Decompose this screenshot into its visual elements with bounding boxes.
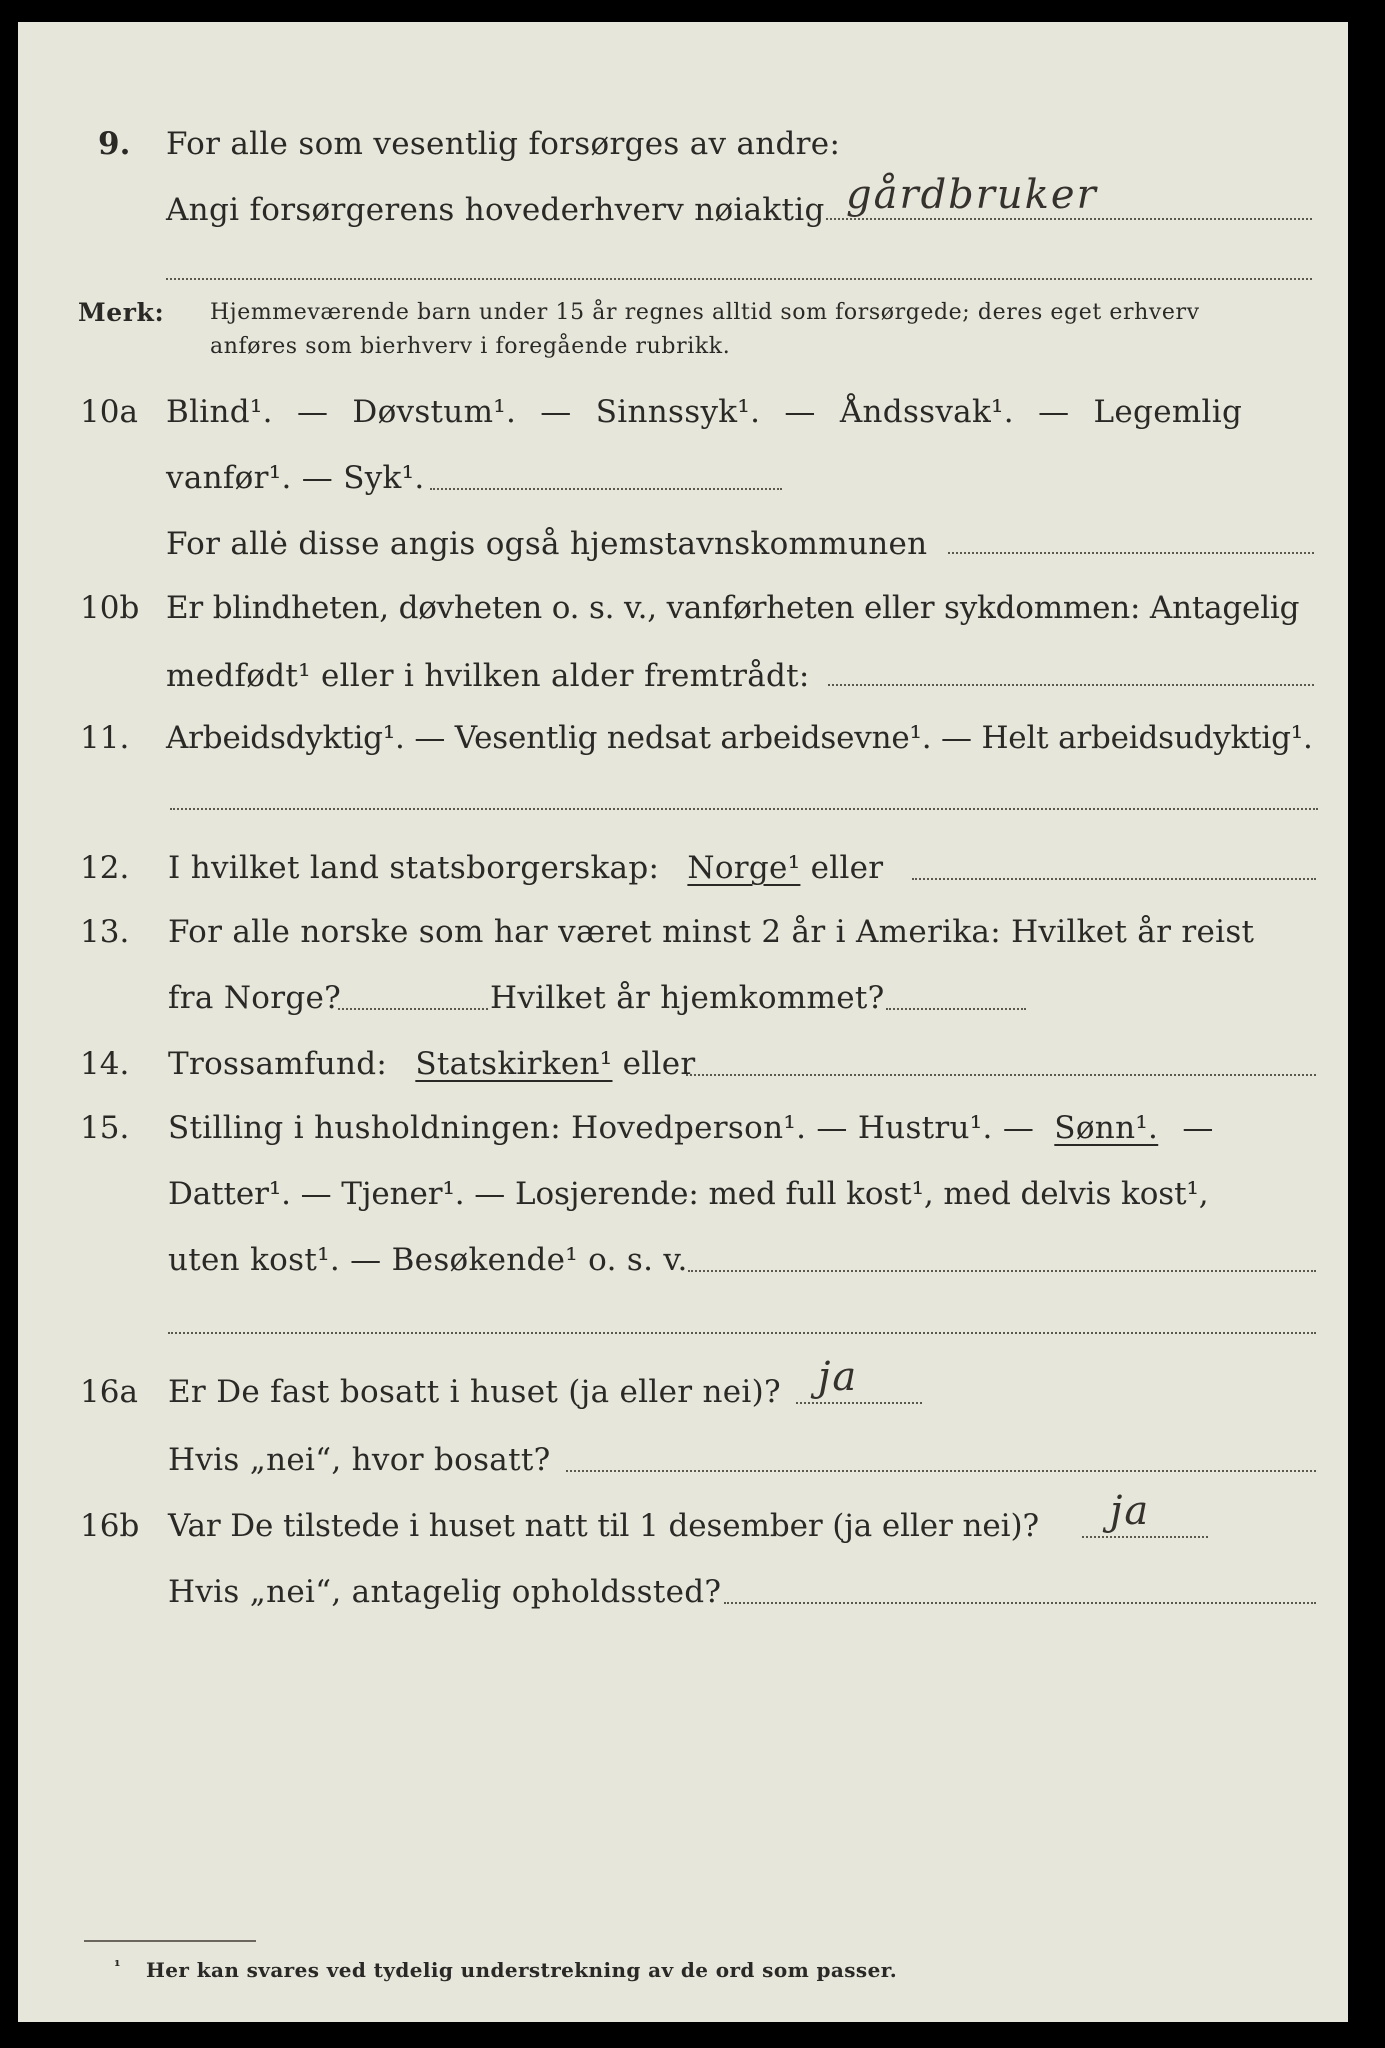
q15-answer-line[interactable]: [688, 1270, 1316, 1272]
q9-answer-line[interactable]: [826, 218, 1312, 220]
q16b-number: 16b: [80, 1508, 140, 1544]
q14-line: [168, 1044, 696, 1084]
q12-pre: I hvilket land statsborgerskap:: [168, 850, 660, 886]
q15-line1: [168, 1108, 1214, 1148]
q10a-syk-line[interactable]: [430, 488, 782, 490]
q16a-handwritten-answer: ja: [818, 1354, 859, 1400]
footnote-text: Her kan svares ved tydelig understrekning av de ord som passer.: [146, 1958, 898, 1982]
q16a-answer-line[interactable]: [796, 1402, 922, 1404]
q13-reist-line[interactable]: [338, 1008, 488, 1010]
q9-answer-line-2[interactable]: [166, 278, 1312, 280]
footnote-mark: ¹: [114, 1957, 121, 1975]
q10a-line1: Blind¹. — Døvstum¹. — Sinnssyk¹. — Åndssvak¹. — Legemlig: [166, 394, 1243, 430]
q10b-answer-line[interactable]: [828, 684, 1314, 686]
q10a-number: 10a: [80, 394, 138, 430]
q16a-line1: Er De fast bosatt i huset (ja eller nei)?: [168, 1374, 781, 1410]
q16b-line2: Hvis „nei“, antagelig opholdssted?: [168, 1574, 722, 1610]
q16b-handwritten-answer: ja: [1110, 1488, 1151, 1534]
q12-number: 12.: [80, 850, 130, 886]
footnote-rule: [84, 1940, 256, 1942]
q10b-line1: Er blindheten, døvheten o. s. v., vanførheten eller sykdommen: Antagelig: [166, 590, 1300, 626]
merk-line2: anføres som bierhverv i foregående rubrikk.: [210, 334, 731, 359]
q13-line1: For alle norske som har været minst 2 år i Amerika: Hvilket år reist: [168, 914, 1255, 950]
q16a-number: 16a: [80, 1374, 138, 1410]
q16b-opholdssted-line[interactable]: [724, 1602, 1316, 1604]
q12-line: [168, 848, 883, 888]
q14-post: eller: [622, 1046, 696, 1082]
q13-line2b: Hvilket år hjemkommet?: [490, 980, 885, 1016]
q14-number: 14.: [80, 1046, 130, 1082]
q13-number: 13.: [80, 914, 130, 950]
q11-line1: Arbeidsdyktig¹. — Vesentlig nedsat arbeidsevne¹. — Helt arbeidsudyktig¹.: [166, 720, 1313, 756]
q16a-bosatt-line[interactable]: [566, 1470, 1316, 1472]
q15-number: 15.: [80, 1110, 130, 1146]
census-form-page: [18, 22, 1348, 2022]
q15-line2: Datter¹. — Tjener¹. — Losjerende: med full kost¹, med delvis kost¹,: [168, 1176, 1209, 1212]
q16a-line2: Hvis „nei“, hvor bosatt?: [168, 1442, 551, 1478]
q12-post: eller: [810, 850, 884, 886]
q10a-line2: vanfør¹. — Syk¹.: [166, 460, 425, 496]
q14-pre: Trossamfund:: [168, 1046, 388, 1082]
q10b-line2: medfødt¹ eller i hvilken alder fremtrådt:: [166, 658, 810, 694]
q15-answer-line-2[interactable]: [168, 1332, 1316, 1334]
q13-line2a: fra Norge?: [168, 980, 342, 1016]
q12-answer-line[interactable]: [912, 878, 1316, 880]
q10b-number: 10b: [80, 590, 140, 626]
merk-label: Merk:: [78, 298, 165, 327]
q9-number: 9.: [98, 126, 131, 162]
q14-statskirken-underlined[interactable]: Statskirken¹: [415, 1046, 613, 1082]
q16b-line1: Var De tilstede i huset natt til 1 desember (ja eller nei)?: [168, 1508, 1039, 1544]
q15-sonn-underlined[interactable]: Sønn¹.: [1054, 1110, 1159, 1146]
q15-line1b: —: [1182, 1110, 1214, 1146]
q10a-kommune-line[interactable]: [948, 552, 1314, 554]
q9-handwritten-answer: gårdbruker: [846, 172, 1098, 218]
q14-answer-line[interactable]: [686, 1074, 1316, 1076]
q9-line1: For alle som vesentlig forsørges av andre:: [166, 126, 841, 162]
q11-number: 11.: [80, 720, 130, 756]
q10a-line3: For allė disse angis også hjemstavnskommunen: [166, 526, 928, 562]
q15-line1a: Stilling i husholdningen: Hovedperson¹. — Hustru¹. —: [168, 1110, 1035, 1146]
q9-line2: Angi forsørgerens hovederhverv nøiaktig: [166, 192, 825, 228]
q12-norge-underlined[interactable]: Norge¹: [687, 850, 801, 886]
merk-line1: Hjemmeværende barn under 15 år regnes alltid som forsørgede; deres eget erhverv: [210, 300, 1200, 325]
q15-line3: uten kost¹. — Besøkende¹ o. s. v.: [168, 1242, 688, 1278]
q16b-answer-line[interactable]: [1082, 1536, 1208, 1538]
q13-hjemkommet-line[interactable]: [886, 1008, 1026, 1010]
q11-answer-line[interactable]: [170, 808, 1318, 810]
